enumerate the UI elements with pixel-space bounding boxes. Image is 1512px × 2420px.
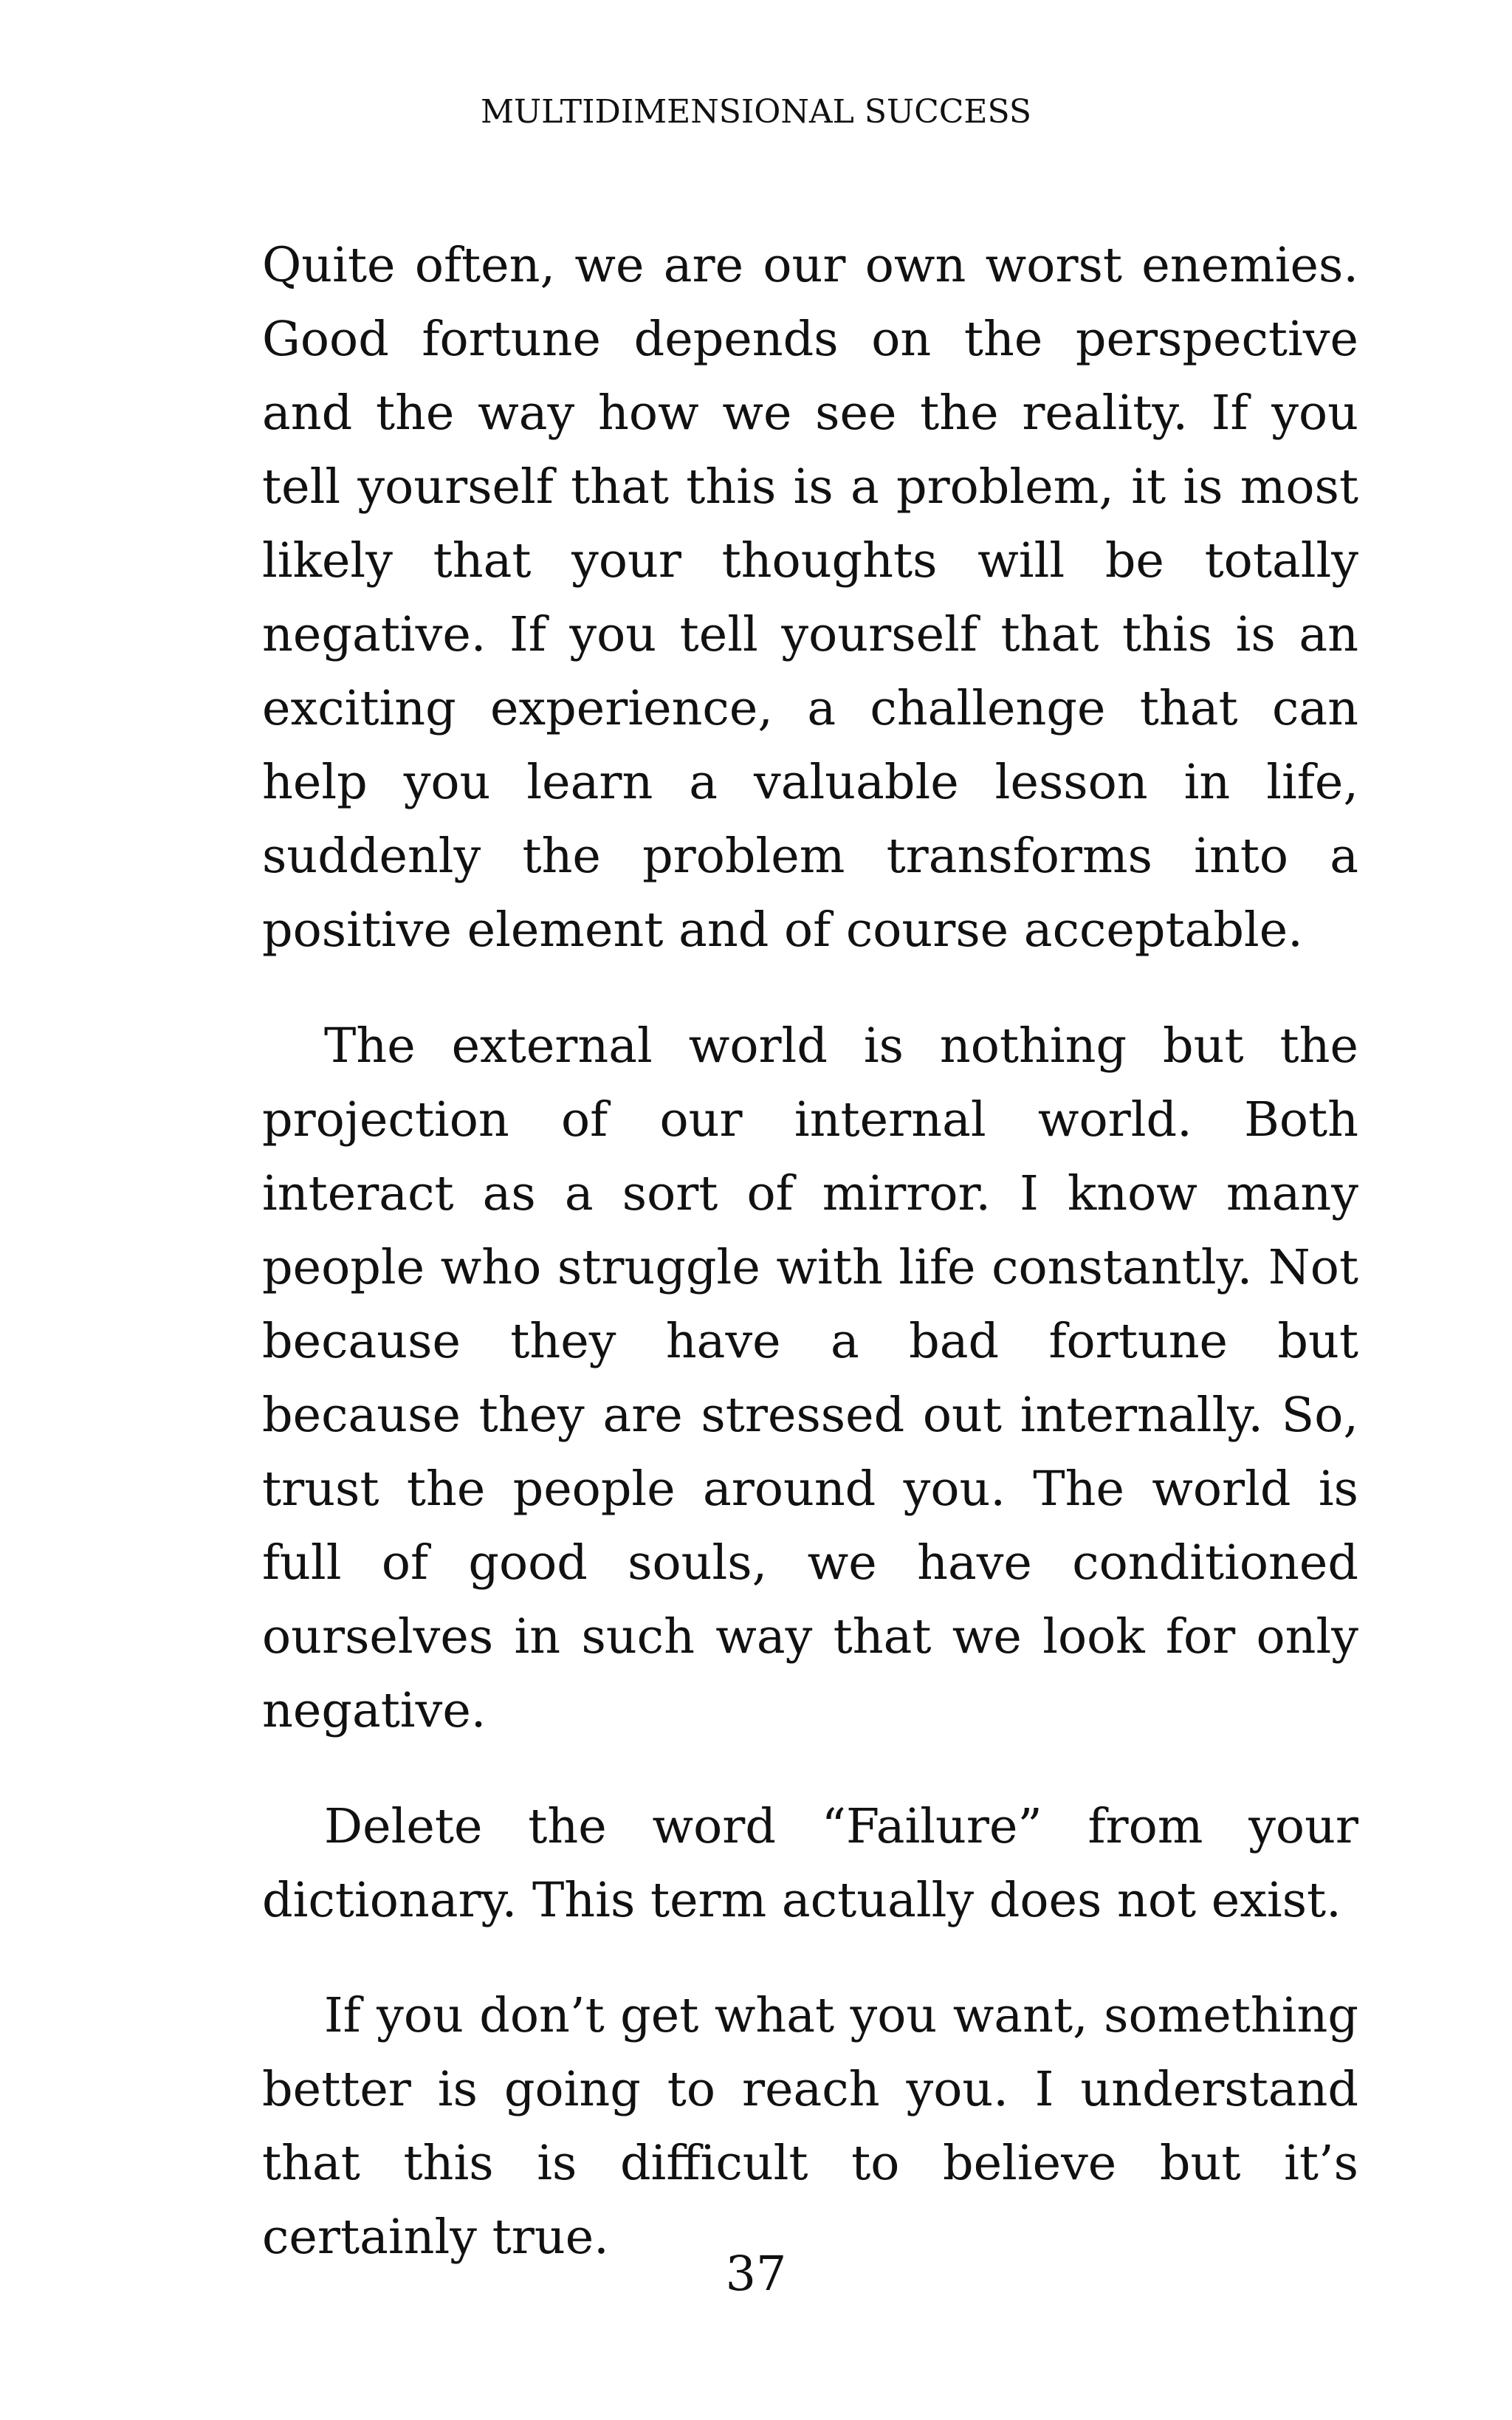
paragraph-3: Delete the word “Failure” from your dictionary. This term actually does not exist. <box>262 1799 1358 1928</box>
paragraph-1: Quite often, we are our own worst enemies. Good fortune depends on the perspective and the way how we see the reality. If you tell yourself that this is a problem, it is most likely that your thoughts will be totally negative. If you tell yourself that this is an exciting experience, a challenge that can help you learn a valuable lesson in life, suddenly the problem transforms into a positive element and of course acceptable. <box>262 238 1358 958</box>
page-number: 37 <box>725 2246 787 2302</box>
body-text <box>262 229 1358 2275</box>
paragraph-spacer <box>262 1748 1358 1790</box>
paragraph-spacer <box>262 967 1358 1010</box>
running-header: MULTIDIMENSIONAL SUCCESS <box>480 93 1032 131</box>
paragraph-2: The external world is nothing but the projection of our internal world. Both interact as a sort of mirror. I know many people who struggle with life constantly. Not because they have a bad fortune but because they are stressed out internally. So, trust the people around you. The world is full of good souls, we have conditioned ourselves in such way that we look for only negative. <box>262 1018 1358 1738</box>
paragraph-spacer <box>262 1938 1358 1979</box>
paragraph-4: If you don’t get what you want, something better is going to reach you. I understand that this is difficult to believe but it’s certainly true. <box>262 1988 1358 2265</box>
